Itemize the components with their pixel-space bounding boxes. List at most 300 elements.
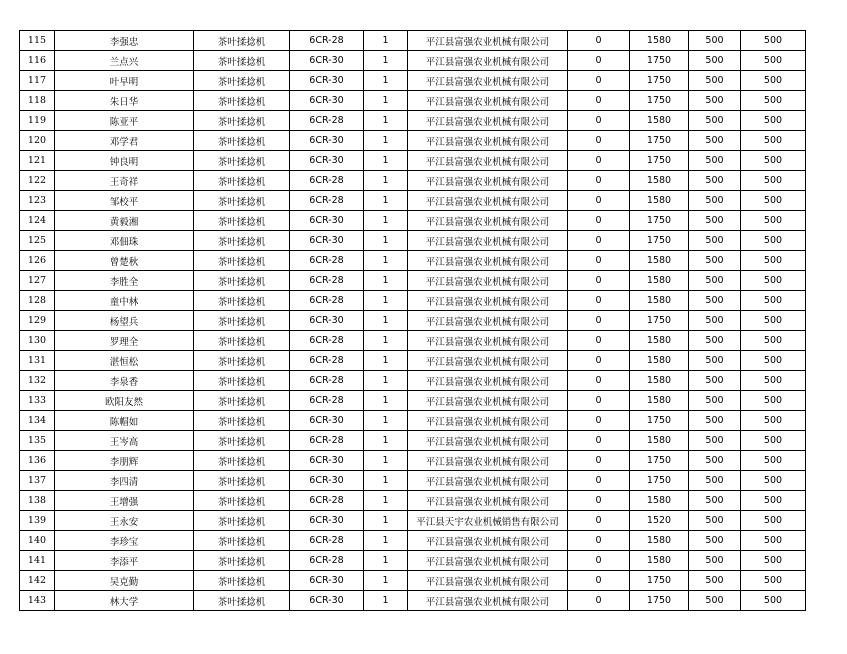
model-cell: 6CR-28 bbox=[290, 331, 364, 351]
subsidy-1-cell: 500 bbox=[689, 451, 741, 471]
company-cell: 平江县富强农业机械有限公司 bbox=[408, 131, 568, 151]
company-cell: 平江县富强农业机械有限公司 bbox=[408, 411, 568, 431]
price-cell: 1580 bbox=[630, 491, 689, 511]
subsidy-2-cell: 500 bbox=[741, 371, 806, 391]
quantity-cell: 1 bbox=[364, 91, 408, 111]
company-cell: 平江县富强农业机械有限公司 bbox=[408, 451, 568, 471]
machine-type-cell: 茶叶揉捻机 bbox=[194, 531, 290, 551]
quantity-cell: 1 bbox=[364, 271, 408, 291]
row-number-cell: 141 bbox=[20, 551, 55, 571]
value-a-cell: 0 bbox=[568, 191, 630, 211]
row-number-cell: 130 bbox=[20, 331, 55, 351]
subsidy-2-cell: 500 bbox=[741, 171, 806, 191]
quantity-cell: 1 bbox=[364, 191, 408, 211]
company-cell: 平江县天宇农业机械销售有限公司 bbox=[408, 511, 568, 531]
model-cell: 6CR-30 bbox=[290, 131, 364, 151]
model-cell: 6CR-30 bbox=[290, 91, 364, 111]
applicant-name-cell: 叶早明 bbox=[55, 71, 194, 91]
company-cell: 平江县富强农业机械有限公司 bbox=[408, 371, 568, 391]
table-row bbox=[20, 451, 806, 471]
subsidy-2-cell: 500 bbox=[741, 411, 806, 431]
applicant-name-cell: 王增强 bbox=[55, 491, 194, 511]
quantity-cell: 1 bbox=[364, 251, 408, 271]
price-cell: 1580 bbox=[630, 391, 689, 411]
subsidy-2-cell: 500 bbox=[741, 251, 806, 271]
table-body bbox=[20, 31, 806, 611]
table-row bbox=[20, 591, 806, 611]
value-a-cell: 0 bbox=[568, 311, 630, 331]
machine-type-cell: 茶叶揉捻机 bbox=[194, 591, 290, 611]
company-cell: 平江县富强农业机械有限公司 bbox=[408, 231, 568, 251]
model-cell: 6CR-30 bbox=[290, 511, 364, 531]
quantity-cell: 1 bbox=[364, 291, 408, 311]
machine-type-cell: 茶叶揉捻机 bbox=[194, 171, 290, 191]
subsidy-2-cell: 500 bbox=[741, 471, 806, 491]
quantity-cell: 1 bbox=[364, 491, 408, 511]
table-row bbox=[20, 411, 806, 431]
table-row bbox=[20, 291, 806, 311]
machine-type-cell: 茶叶揉捻机 bbox=[194, 31, 290, 51]
row-number-cell: 124 bbox=[20, 211, 55, 231]
applicant-name-cell: 欧阳友然 bbox=[55, 391, 194, 411]
value-a-cell: 0 bbox=[568, 231, 630, 251]
applicant-name-cell: 邓佃珠 bbox=[55, 231, 194, 251]
machine-type-cell: 茶叶揉捻机 bbox=[194, 71, 290, 91]
value-a-cell: 0 bbox=[568, 411, 630, 431]
row-number-cell: 115 bbox=[20, 31, 55, 51]
table-row bbox=[20, 111, 806, 131]
subsidy-2-cell: 500 bbox=[741, 351, 806, 371]
table-row bbox=[20, 471, 806, 491]
table-row bbox=[20, 491, 806, 511]
value-a-cell: 0 bbox=[568, 491, 630, 511]
model-cell: 6CR-28 bbox=[290, 191, 364, 211]
machine-type-cell: 茶叶揉捻机 bbox=[194, 131, 290, 151]
applicant-name-cell: 李四清 bbox=[55, 471, 194, 491]
subsidy-1-cell: 500 bbox=[689, 111, 741, 131]
machine-type-cell: 茶叶揉捻机 bbox=[194, 151, 290, 171]
table-row bbox=[20, 391, 806, 411]
price-cell: 1750 bbox=[630, 411, 689, 431]
applicant-name-cell: 李朋辉 bbox=[55, 451, 194, 471]
subsidy-2-cell: 500 bbox=[741, 211, 806, 231]
company-cell: 平江县富强农业机械有限公司 bbox=[408, 391, 568, 411]
table-row bbox=[20, 551, 806, 571]
subsidy-2-cell: 500 bbox=[741, 591, 806, 611]
table-row bbox=[20, 131, 806, 151]
value-a-cell: 0 bbox=[568, 551, 630, 571]
company-cell: 平江县富强农业机械有限公司 bbox=[408, 111, 568, 131]
quantity-cell: 1 bbox=[364, 51, 408, 71]
subsidy-1-cell: 500 bbox=[689, 411, 741, 431]
subsidy-2-cell: 500 bbox=[741, 111, 806, 131]
table-row bbox=[20, 191, 806, 211]
subsidy-2-cell: 500 bbox=[741, 91, 806, 111]
model-cell: 6CR-28 bbox=[290, 431, 364, 451]
value-a-cell: 0 bbox=[568, 51, 630, 71]
row-number-cell: 139 bbox=[20, 511, 55, 531]
machine-type-cell: 茶叶揉捻机 bbox=[194, 191, 290, 211]
applicant-name-cell: 朱日华 bbox=[55, 91, 194, 111]
table-row bbox=[20, 91, 806, 111]
machine-type-cell: 茶叶揉捻机 bbox=[194, 431, 290, 451]
model-cell: 6CR-28 bbox=[290, 531, 364, 551]
quantity-cell: 1 bbox=[364, 371, 408, 391]
subsidy-2-cell: 500 bbox=[741, 191, 806, 211]
applicant-name-cell: 童中林 bbox=[55, 291, 194, 311]
row-number-cell: 120 bbox=[20, 131, 55, 151]
company-cell: 平江县富强农业机械有限公司 bbox=[408, 471, 568, 491]
table-row bbox=[20, 511, 806, 531]
subsidy-1-cell: 500 bbox=[689, 271, 741, 291]
value-a-cell: 0 bbox=[568, 91, 630, 111]
subsidy-1-cell: 500 bbox=[689, 211, 741, 231]
price-cell: 1750 bbox=[630, 51, 689, 71]
value-a-cell: 0 bbox=[568, 131, 630, 151]
subsidy-1-cell: 500 bbox=[689, 511, 741, 531]
row-number-cell: 121 bbox=[20, 151, 55, 171]
subsidy-1-cell: 500 bbox=[689, 311, 741, 331]
value-a-cell: 0 bbox=[568, 391, 630, 411]
subsidy-1-cell: 500 bbox=[689, 151, 741, 171]
applicant-name-cell: 兰点兴 bbox=[55, 51, 194, 71]
row-number-cell: 137 bbox=[20, 471, 55, 491]
row-number-cell: 132 bbox=[20, 371, 55, 391]
company-cell: 平江县富强农业机械有限公司 bbox=[408, 51, 568, 71]
row-number-cell: 118 bbox=[20, 91, 55, 111]
value-a-cell: 0 bbox=[568, 71, 630, 91]
company-cell: 平江县富强农业机械有限公司 bbox=[408, 291, 568, 311]
machine-type-cell: 茶叶揉捻机 bbox=[194, 371, 290, 391]
applicant-name-cell: 林大学 bbox=[55, 591, 194, 611]
model-cell: 6CR-28 bbox=[290, 271, 364, 291]
machine-type-cell: 茶叶揉捻机 bbox=[194, 451, 290, 471]
machine-type-cell: 茶叶揉捻机 bbox=[194, 291, 290, 311]
value-a-cell: 0 bbox=[568, 531, 630, 551]
price-cell: 1750 bbox=[630, 571, 689, 591]
company-cell: 平江县富强农业机械有限公司 bbox=[408, 331, 568, 351]
price-cell: 1750 bbox=[630, 471, 689, 491]
price-cell: 1580 bbox=[630, 531, 689, 551]
price-cell: 1750 bbox=[630, 91, 689, 111]
row-number-cell: 143 bbox=[20, 591, 55, 611]
price-cell: 1750 bbox=[630, 311, 689, 331]
company-cell: 平江县富强农业机械有限公司 bbox=[408, 191, 568, 211]
applicant-name-cell: 王岑高 bbox=[55, 431, 194, 451]
row-number-cell: 117 bbox=[20, 71, 55, 91]
company-cell: 平江县富强农业机械有限公司 bbox=[408, 311, 568, 331]
subsidy-1-cell: 500 bbox=[689, 31, 741, 51]
company-cell: 平江县富强农业机械有限公司 bbox=[408, 251, 568, 271]
row-number-cell: 131 bbox=[20, 351, 55, 371]
subsidy-1-cell: 500 bbox=[689, 471, 741, 491]
quantity-cell: 1 bbox=[364, 351, 408, 371]
model-cell: 6CR-28 bbox=[290, 551, 364, 571]
model-cell: 6CR-30 bbox=[290, 411, 364, 431]
applicant-name-cell: 杨望兵 bbox=[55, 311, 194, 331]
model-cell: 6CR-28 bbox=[290, 111, 364, 131]
company-cell: 平江县富强农业机械有限公司 bbox=[408, 31, 568, 51]
subsidy-1-cell: 500 bbox=[689, 351, 741, 371]
quantity-cell: 1 bbox=[364, 591, 408, 611]
price-cell: 1580 bbox=[630, 31, 689, 51]
subsidy-1-cell: 500 bbox=[689, 171, 741, 191]
table-row bbox=[20, 71, 806, 91]
applicant-name-cell: 邓学君 bbox=[55, 131, 194, 151]
subsidy-1-cell: 500 bbox=[689, 91, 741, 111]
machine-type-cell: 茶叶揉捻机 bbox=[194, 331, 290, 351]
model-cell: 6CR-30 bbox=[290, 591, 364, 611]
applicant-name-cell: 罗理全 bbox=[55, 331, 194, 351]
subsidy-2-cell: 500 bbox=[741, 311, 806, 331]
table-row bbox=[20, 211, 806, 231]
row-number-cell: 129 bbox=[20, 311, 55, 331]
quantity-cell: 1 bbox=[364, 131, 408, 151]
row-number-cell: 135 bbox=[20, 431, 55, 451]
company-cell: 平江县富强农业机械有限公司 bbox=[408, 491, 568, 511]
price-cell: 1580 bbox=[630, 371, 689, 391]
row-number-cell: 116 bbox=[20, 51, 55, 71]
quantity-cell: 1 bbox=[364, 571, 408, 591]
value-a-cell: 0 bbox=[568, 291, 630, 311]
applicant-name-cell: 邹校平 bbox=[55, 191, 194, 211]
applicant-name-cell: 李泉香 bbox=[55, 371, 194, 391]
machine-type-cell: 茶叶揉捻机 bbox=[194, 551, 290, 571]
company-cell: 平江县富强农业机械有限公司 bbox=[408, 151, 568, 171]
quantity-cell: 1 bbox=[364, 211, 408, 231]
table-row bbox=[20, 531, 806, 551]
applicant-name-cell: 李珍宝 bbox=[55, 531, 194, 551]
price-cell: 1580 bbox=[630, 291, 689, 311]
subsidy-2-cell: 500 bbox=[741, 51, 806, 71]
model-cell: 6CR-30 bbox=[290, 151, 364, 171]
price-cell: 1750 bbox=[630, 151, 689, 171]
model-cell: 6CR-28 bbox=[290, 351, 364, 371]
company-cell: 平江县富强农业机械有限公司 bbox=[408, 271, 568, 291]
model-cell: 6CR-28 bbox=[290, 251, 364, 271]
quantity-cell: 1 bbox=[364, 111, 408, 131]
price-cell: 1750 bbox=[630, 591, 689, 611]
applicant-name-cell: 吴克勤 bbox=[55, 571, 194, 591]
machine-type-cell: 茶叶揉捻机 bbox=[194, 491, 290, 511]
subsidy-2-cell: 500 bbox=[741, 531, 806, 551]
quantity-cell: 1 bbox=[364, 531, 408, 551]
subsidy-2-cell: 500 bbox=[741, 391, 806, 411]
value-a-cell: 0 bbox=[568, 591, 630, 611]
machine-type-cell: 茶叶揉捻机 bbox=[194, 251, 290, 271]
price-cell: 1580 bbox=[630, 351, 689, 371]
price-cell: 1580 bbox=[630, 191, 689, 211]
subsidy-2-cell: 500 bbox=[741, 451, 806, 471]
model-cell: 6CR-28 bbox=[290, 291, 364, 311]
applicant-name-cell: 陈亚平 bbox=[55, 111, 194, 131]
machine-type-cell: 茶叶揉捻机 bbox=[194, 271, 290, 291]
company-cell: 平江县富强农业机械有限公司 bbox=[408, 591, 568, 611]
company-cell: 平江县富强农业机械有限公司 bbox=[408, 551, 568, 571]
value-a-cell: 0 bbox=[568, 151, 630, 171]
quantity-cell: 1 bbox=[364, 31, 408, 51]
value-a-cell: 0 bbox=[568, 211, 630, 231]
value-a-cell: 0 bbox=[568, 511, 630, 531]
subsidy-1-cell: 500 bbox=[689, 251, 741, 271]
table-row bbox=[20, 51, 806, 71]
machine-type-cell: 茶叶揉捻机 bbox=[194, 471, 290, 491]
quantity-cell: 1 bbox=[364, 451, 408, 471]
subsidy-1-cell: 500 bbox=[689, 191, 741, 211]
subsidy-2-cell: 500 bbox=[741, 551, 806, 571]
model-cell: 6CR-28 bbox=[290, 491, 364, 511]
row-number-cell: 125 bbox=[20, 231, 55, 251]
company-cell: 平江县富强农业机械有限公司 bbox=[408, 531, 568, 551]
price-cell: 1580 bbox=[630, 271, 689, 291]
price-cell: 1750 bbox=[630, 71, 689, 91]
model-cell: 6CR-30 bbox=[290, 231, 364, 251]
machine-type-cell: 茶叶揉捻机 bbox=[194, 211, 290, 231]
quantity-cell: 1 bbox=[364, 231, 408, 251]
subsidy-2-cell: 500 bbox=[741, 291, 806, 311]
price-cell: 1750 bbox=[630, 451, 689, 471]
subsidy-2-cell: 500 bbox=[741, 511, 806, 531]
subsidy-1-cell: 500 bbox=[689, 291, 741, 311]
price-cell: 1520 bbox=[630, 511, 689, 531]
model-cell: 6CR-30 bbox=[290, 471, 364, 491]
row-number-cell: 126 bbox=[20, 251, 55, 271]
row-number-cell: 138 bbox=[20, 491, 55, 511]
model-cell: 6CR-30 bbox=[290, 211, 364, 231]
subsidy-1-cell: 500 bbox=[689, 371, 741, 391]
value-a-cell: 0 bbox=[568, 31, 630, 51]
row-number-cell: 140 bbox=[20, 531, 55, 551]
value-a-cell: 0 bbox=[568, 451, 630, 471]
applicant-name-cell: 黄毅湘 bbox=[55, 211, 194, 231]
price-cell: 1750 bbox=[630, 131, 689, 151]
model-cell: 6CR-30 bbox=[290, 71, 364, 91]
applicant-name-cell: 李添平 bbox=[55, 551, 194, 571]
subsidy-2-cell: 500 bbox=[741, 571, 806, 591]
row-number-cell: 136 bbox=[20, 451, 55, 471]
machine-type-cell: 茶叶揉捻机 bbox=[194, 351, 290, 371]
subsidy-1-cell: 500 bbox=[689, 51, 741, 71]
price-cell: 1580 bbox=[630, 431, 689, 451]
quantity-cell: 1 bbox=[364, 471, 408, 491]
table-row bbox=[20, 171, 806, 191]
subsidy-2-cell: 500 bbox=[741, 271, 806, 291]
price-cell: 1750 bbox=[630, 231, 689, 251]
applicant-name-cell: 王永安 bbox=[55, 511, 194, 531]
subsidy-2-cell: 500 bbox=[741, 151, 806, 171]
subsidy-2-cell: 500 bbox=[741, 131, 806, 151]
quantity-cell: 1 bbox=[364, 431, 408, 451]
company-cell: 平江县富强农业机械有限公司 bbox=[408, 431, 568, 451]
company-cell: 平江县富强农业机械有限公司 bbox=[408, 571, 568, 591]
value-a-cell: 0 bbox=[568, 371, 630, 391]
price-cell: 1580 bbox=[630, 171, 689, 191]
value-a-cell: 0 bbox=[568, 351, 630, 371]
model-cell: 6CR-30 bbox=[290, 571, 364, 591]
quantity-cell: 1 bbox=[364, 311, 408, 331]
value-a-cell: 0 bbox=[568, 251, 630, 271]
value-a-cell: 0 bbox=[568, 171, 630, 191]
quantity-cell: 1 bbox=[364, 171, 408, 191]
model-cell: 6CR-28 bbox=[290, 171, 364, 191]
applicant-name-cell: 李强忠 bbox=[55, 31, 194, 51]
table-row bbox=[20, 331, 806, 351]
price-cell: 1580 bbox=[630, 551, 689, 571]
table-row bbox=[20, 571, 806, 591]
applicant-name-cell: 王奇祥 bbox=[55, 171, 194, 191]
subsidy-2-cell: 500 bbox=[741, 31, 806, 51]
applicant-name-cell: 曾楚秋 bbox=[55, 251, 194, 271]
table-row bbox=[20, 31, 806, 51]
subsidy-2-cell: 500 bbox=[741, 71, 806, 91]
row-number-cell: 128 bbox=[20, 291, 55, 311]
machine-type-cell: 茶叶揉捻机 bbox=[194, 511, 290, 531]
value-a-cell: 0 bbox=[568, 271, 630, 291]
model-cell: 6CR-28 bbox=[290, 371, 364, 391]
quantity-cell: 1 bbox=[364, 511, 408, 531]
table-row bbox=[20, 231, 806, 251]
value-a-cell: 0 bbox=[568, 431, 630, 451]
company-cell: 平江县富强农业机械有限公司 bbox=[408, 211, 568, 231]
machine-type-cell: 茶叶揉捻机 bbox=[194, 51, 290, 71]
subsidy-1-cell: 500 bbox=[689, 571, 741, 591]
price-cell: 1580 bbox=[630, 111, 689, 131]
machine-type-cell: 茶叶揉捻机 bbox=[194, 91, 290, 111]
row-number-cell: 133 bbox=[20, 391, 55, 411]
table-row bbox=[20, 371, 806, 391]
value-a-cell: 0 bbox=[568, 471, 630, 491]
subsidy-1-cell: 500 bbox=[689, 531, 741, 551]
table-row bbox=[20, 251, 806, 271]
subsidy-1-cell: 500 bbox=[689, 391, 741, 411]
machine-type-cell: 茶叶揉捻机 bbox=[194, 411, 290, 431]
subsidy-table bbox=[19, 30, 806, 611]
subsidy-2-cell: 500 bbox=[741, 431, 806, 451]
applicant-name-cell: 李胜全 bbox=[55, 271, 194, 291]
subsidy-1-cell: 500 bbox=[689, 131, 741, 151]
subsidy-1-cell: 500 bbox=[689, 71, 741, 91]
price-cell: 1580 bbox=[630, 251, 689, 271]
quantity-cell: 1 bbox=[364, 331, 408, 351]
company-cell: 平江县富强农业机械有限公司 bbox=[408, 171, 568, 191]
model-cell: 6CR-28 bbox=[290, 31, 364, 51]
row-number-cell: 123 bbox=[20, 191, 55, 211]
table-row bbox=[20, 271, 806, 291]
subsidy-1-cell: 500 bbox=[689, 231, 741, 251]
subsidy-2-cell: 500 bbox=[741, 231, 806, 251]
subsidy-1-cell: 500 bbox=[689, 591, 741, 611]
subsidy-2-cell: 500 bbox=[741, 491, 806, 511]
row-number-cell: 142 bbox=[20, 571, 55, 591]
value-a-cell: 0 bbox=[568, 571, 630, 591]
machine-type-cell: 茶叶揉捻机 bbox=[194, 311, 290, 331]
machine-type-cell: 茶叶揉捻机 bbox=[194, 571, 290, 591]
company-cell: 平江县富强农业机械有限公司 bbox=[408, 91, 568, 111]
machine-type-cell: 茶叶揉捻机 bbox=[194, 111, 290, 131]
table-row bbox=[20, 431, 806, 451]
table-row bbox=[20, 351, 806, 371]
model-cell: 6CR-30 bbox=[290, 451, 364, 471]
quantity-cell: 1 bbox=[364, 411, 408, 431]
subsidy-1-cell: 500 bbox=[689, 551, 741, 571]
company-cell: 平江县富强农业机械有限公司 bbox=[408, 351, 568, 371]
row-number-cell: 127 bbox=[20, 271, 55, 291]
model-cell: 6CR-28 bbox=[290, 391, 364, 411]
subsidy-1-cell: 500 bbox=[689, 331, 741, 351]
quantity-cell: 1 bbox=[364, 391, 408, 411]
price-cell: 1580 bbox=[630, 331, 689, 351]
row-number-cell: 119 bbox=[20, 111, 55, 131]
